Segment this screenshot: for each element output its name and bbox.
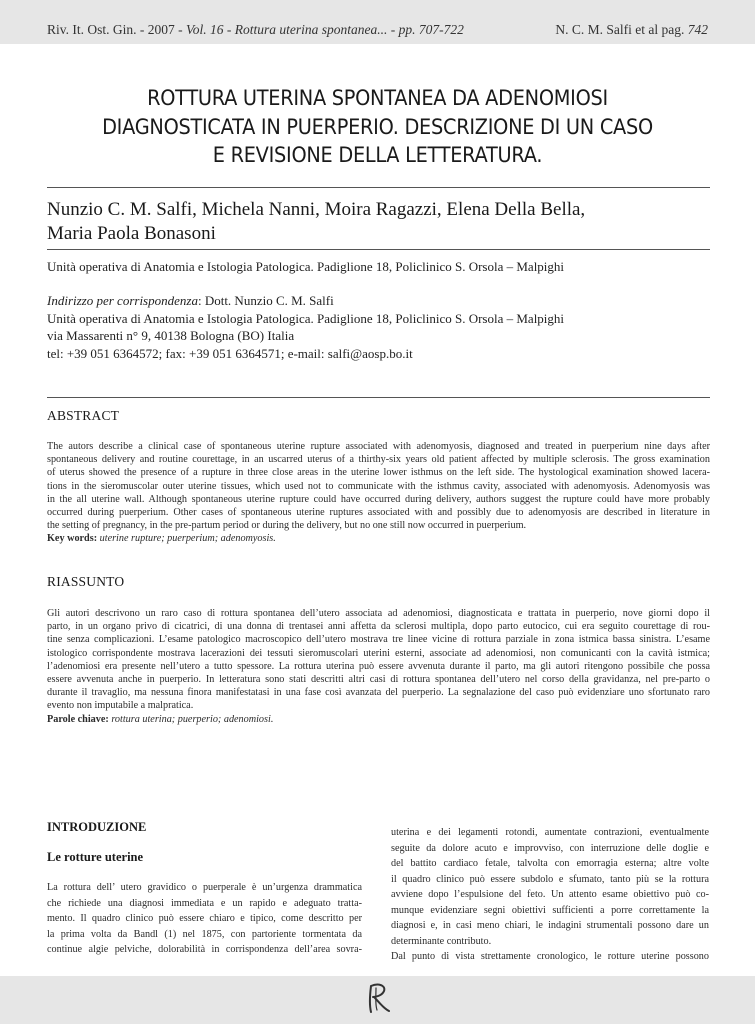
abstract-line: of uterus showed the presence of a rupture in three close areas in the uterine lower isthmus on the left side. The hystological examination showed lacera- (47, 467, 710, 479)
riassunto-heading: RIASSUNTO (47, 574, 125, 589)
correspondence-label: Indirizzo per corrispondenza (47, 293, 198, 308)
body-line: mento. Il quadro clinico può essere chiaro e tipico, come descritto per (47, 913, 362, 924)
riassunto-keywords (47, 713, 710, 726)
body-line: La rottura dell’ utero gravidico o puerperale è un’urgenza drammatica (47, 882, 362, 893)
riassunto-line: istologico corrispondente mostrava lacerazioni dei tessuti sieromuscolari uterini esterni, associate ad adenomiosi, non comunicanti con la cavità istmica; (47, 647, 710, 659)
body-line: avviene dopo l’espulsione del feto. Un attento esame obiettivo può co- (391, 889, 709, 900)
body-line: seguite da dolore acuto e improvviso, con interruzione delle doglie e (391, 842, 709, 854)
author-list (47, 198, 710, 246)
body-line: uterina e dei legamenti rotondi, aumentate contrazioni, eventualmente (391, 827, 709, 838)
title-line: E REVISIONE DELLA LETTERATURA. (212, 143, 543, 167)
body-line: del battito cardiaco fetale, talvolta con emorragia esterna; altre volte (391, 858, 709, 869)
body-line: continue algie pelviche, dolorabilità in corrispondenza dell’area sovra- (47, 944, 362, 955)
divider (47, 249, 710, 250)
journal-citation: Riv. It. Ost. Gin. - 2007 - (47, 22, 183, 37)
body-line: munque evidenziare segni obiettivi sufficienti a porre correttamente la (391, 904, 709, 916)
volume: Vol. 16 (186, 22, 224, 37)
abstract-line: the setting of pregnancy, in the pre-partum period or during the delivery, but no one still now occurred in puerperium. (47, 520, 527, 532)
riassunto-line: durante il travaglio, ma nessuna finora manifestatasi in una fase così avanzata del puerperio. La segnalazione del caso può evidenziare uno sfortunato raro (47, 687, 710, 699)
running-header-left (47, 22, 464, 38)
divider (47, 187, 710, 188)
keywords: rottura uterina; puerperio; adenomiosi. (111, 713, 274, 725)
article-title (85, 84, 669, 170)
title-line: ROTTURA UTERINA SPONTANEA DA ADENOMIOSI (147, 86, 608, 110)
correspondence-address: Unità operativa di Anatomia e Istologia Patologica. Padiglione 18, Policlinico S. Orsola – Malpighi (47, 310, 565, 326)
keywords-label: Parole chiave: (47, 713, 109, 725)
abstract-line: occurred during puerperium. Other cases of spontaneous uterine ruptures associated with and possibly due to adenomyosis are described in literature in (47, 507, 710, 519)
authors-page-prefix: N. C. M. Salfi et al pag. (555, 22, 685, 37)
title-line: DIAGNOSTICATA IN PUERPERIO. DESCRIZIONE DI UN CASO (102, 114, 653, 139)
body-line: diagnosi e, in casi meno chiari, le indagini strumentali possono dare un (391, 920, 709, 931)
abstract-keywords (47, 532, 710, 545)
riassunto-line: Gli autori descrivono un raro caso di rottura spontanea dell’utero associata ad adenomiosi, diagnosticata e trattata in puerperio, nove giorni dopo il (47, 608, 710, 619)
body-line: Dal punto di vista strettamente cronologico, le rotture uterine possono (391, 951, 709, 962)
abstract-body (47, 440, 710, 546)
introduzione-heading: INTRODUZIONE (47, 820, 147, 834)
body-line: il quadro clinico può essere subdolo e sfumato, tanto più se la rottura (391, 873, 709, 885)
subsection-heading: Le rotture uterine (47, 850, 144, 864)
correspondence-name: : Dott. Nunzio C. M. Salfi (197, 293, 334, 308)
abstract-line: spontaneous delivery and routine courettage, in an uscarred uterus of a thirthy-six years old patient affected by multiple sclerosis. The gross examination (47, 454, 710, 466)
abstract-line: tions in the sieromuscolar outer uterine tissues, which used not to communicate with the isthmus cavity, associated with adenomyosis. Adenomyosis was (47, 480, 710, 492)
riassunto-line: parto, in un organo privo di cicatrici, di una donna di trentasei anni affetta da sclerosi multipla, dopo parto eutocico, cui era seguito courettage di rou- (47, 621, 710, 633)
riassunto-line: l’adenomiosi era presente nell’utero a tutto spessore. La rottura uterina può essere avvenuta durante il parto, ma gli autori ritengono possibile che possa (47, 660, 710, 672)
correspondence-address: via Massarenti n° 9, 40138 Bologna (BO) Italia (47, 328, 295, 343)
running-header-right (555, 22, 708, 38)
abstract-heading: ABSTRACT (47, 408, 120, 423)
keywords-label: Key words: (47, 533, 98, 545)
running-title: - Rottura uterina spontanea... - pp. 707-722 (226, 22, 464, 37)
abstract-line: The autors describe a clinical case of spontaneous uterine rupture associated with adenomyosis, diagnosed and treated in puerperium nine days after (47, 441, 710, 452)
keywords: uterine rupture; puerperium; adenomyosis. (99, 533, 276, 545)
riassunto-line: essere avvenuta anche in puerperio. In letteratura sono stati descritti altri casi di rottura spontanea dell’utero nel corso della gravidanza, nel pre-parto o (47, 674, 710, 686)
correspondence-contacts: tel: +39 051 6364572; fax: +39 051 6364571; e-mail: salfi@aosp.bo.it (47, 345, 413, 361)
right-column (391, 825, 709, 965)
body-line: determinante contributo. (391, 935, 492, 947)
page-number: 742 (687, 22, 708, 37)
body-line: che richiede una diagnosi immediata e un rapido e adeguato tratta- (47, 897, 362, 909)
authors-line: Nunzio C. M. Salfi, Michela Nanni, Moira Ragazzi, Elena Della Bella, (47, 199, 586, 220)
body-line: la prima volta da Bandl (1) nel 1875, con partoriente tormentata da (47, 928, 362, 940)
divider (47, 397, 710, 398)
journal-logo-icon (362, 980, 394, 1016)
correspondence (47, 292, 564, 362)
riassunto-line: evento non imputabile a malpratica. (47, 700, 194, 712)
left-column (47, 880, 362, 958)
authors-line: Maria Paola Bonasoni (47, 223, 216, 244)
affiliation: Unità operativa di Anatomia e Istologia Patologica. Padiglione 18, Policlinico S. Orsola – Malpighi (47, 259, 565, 274)
abstract-line: in the all uterine wall. Although spontaneous uterine rupture could have occurred during delivery, authors suggest the rupture could have more probably (47, 493, 710, 505)
riassunto-line: tine senza complicazioni. L’esame patologico macroscopico dell’utero mostrava tre linee vicine di rottura parziale in zona istmica bassa sinistra. L’esame (47, 634, 710, 646)
riassunto-body (47, 607, 710, 726)
